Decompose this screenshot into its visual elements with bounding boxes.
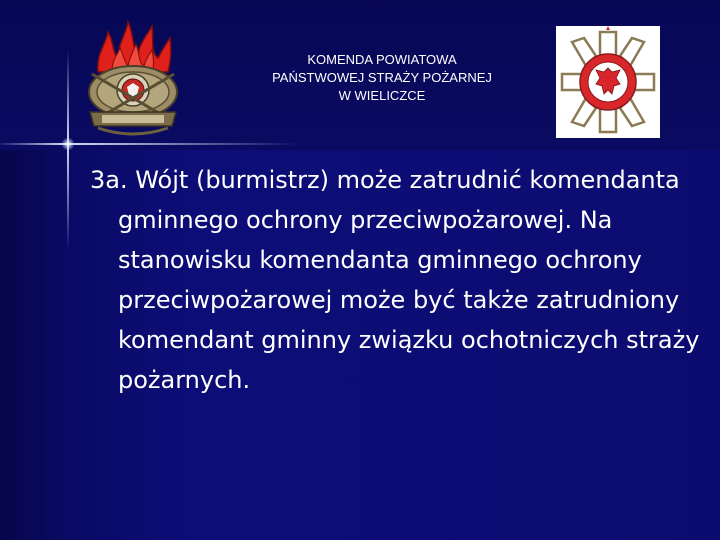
sparkle-vertical-line bbox=[67, 50, 69, 250]
body-paragraph: 3a. Wójt (burmistrz) może zatrudnić komendanta gminnego ochrony przeciwpożarowej. Na stanowisku komendanta gminnego ochrony przeciwpożarowej może być także zatrudniony komendant gminny związku ochotniczych straży pożarnych. bbox=[90, 166, 700, 394]
header-title bbox=[232, 51, 532, 105]
header-title-line1: KOMENDA POWIATOWA bbox=[307, 52, 457, 67]
header-title-line3: W WIELICZCE bbox=[338, 88, 426, 103]
header-title-line2: PAŃSTWOWEJ STRAŻY POŻARNEJ bbox=[272, 70, 492, 85]
psp-logo bbox=[78, 14, 188, 136]
sparkle-star-icon bbox=[62, 138, 74, 150]
osp-logo bbox=[556, 26, 660, 138]
sparkle-horizontal-line bbox=[0, 143, 300, 145]
